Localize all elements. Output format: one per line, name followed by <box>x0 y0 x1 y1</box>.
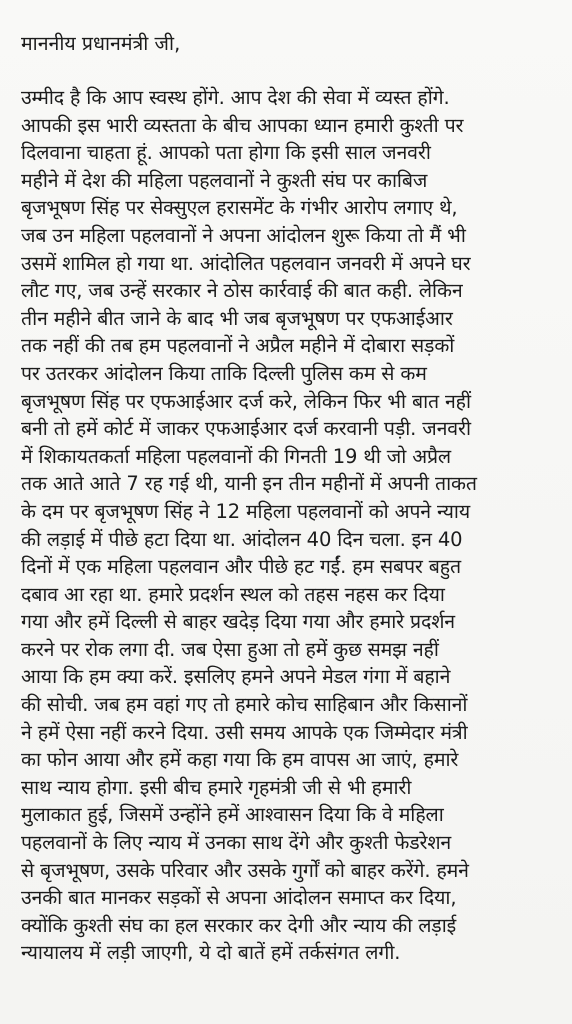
letter-line: मुलाकात हुई, जिसमें उन्होंने हमें आश्वासन दिया कि वे महिला <box>21 803 444 827</box>
letter-line: दिलवाना चाहता हूं. आपको पता होगा कि इसी साल जनवरी <box>21 141 431 165</box>
letter-line: तीन महीने बीत जाने के बाद भी जब बृजभूषण पर एफआईआर <box>21 306 453 330</box>
letter-line: की लड़ाई में पीछे हटा दिया था. आंदोलन 40 दिन चला. इन 40 <box>21 527 463 551</box>
letter-line: पहलवानों के लिए न्याय में उनका साथ देंगे और कुश्ती फेडरेशन <box>21 831 452 855</box>
letter-line: जब उन महिला पहलवानों ने अपना आंदोलन शुरू किया तो मैं भी <box>21 223 466 247</box>
letter-line: न्यायालय में लड़ी जाएगी, ये दो बातें हमें तर्कसंगत लगी. <box>21 941 401 965</box>
letter-line: पर उतरकर आंदोलन किया ताकि दिल्ली पुलिस कम से कम <box>21 361 427 385</box>
letter-line: के दम पर बृजभूषण सिंह ने 12 महिला पहलवानों को अपने न्याय <box>21 499 470 523</box>
letter-line: उनकी बात मानकर सड़कों से अपना आंदोलन समाप्त कर दिया, <box>21 886 457 910</box>
letter-line: साथ न्याय होगा. इसी बीच हमारे गृहमंत्री जी से भी हमारी <box>21 775 412 799</box>
letter-line: का फोन आया और हमें कहा गया कि हम वापस आ जाएं, हमारे <box>21 748 459 772</box>
letter-line: उसमें शामिल हो गया था. आंदोलित पहलवान जनवरी में अपने घर <box>21 251 471 275</box>
letter-body <box>21 84 558 967</box>
letter-line: महीने में देश की महिला पहलवानों ने कुश्ती संघ पर काबिज <box>21 168 428 192</box>
letter-line: आया कि हम क्या करें. इसलिए हमने अपने मेडल गंगा में बहाने <box>21 665 451 689</box>
letter-line: में शिकायतकर्ता महिला पहलवानों की गिनती 19 थी जो अप्रैल <box>21 444 451 468</box>
letter-line: दिनों में एक महिला पहलवान और पीछे हट गईं. हम सबपर बहुत <box>21 555 461 579</box>
letter-line: दबाव आ रहा था. हमारे प्रदर्शन स्थल को तहस नहस कर दिया <box>21 582 445 606</box>
letter-line: ने हमें ऐसा नहीं करने दिया. उसी समय आपके एक जिम्मेदार मंत्री <box>21 720 468 744</box>
letter-line: लौट गए, जब उन्हें सरकार ने ठोस कार्रवाई की बात कही. लेकिन <box>21 279 463 303</box>
letter-line: उम्मीद है कि आप स्वस्थ होंगे. आप देश की सेवा में व्यस्त होंगे. <box>21 86 450 109</box>
letter-line: की सोची. जब हम वहां गए तो हमारे कोच साहिबान और किसानों <box>21 693 468 717</box>
letter-line: क्योंकि कुश्ती संघ का हल सरकार कर देगी और न्याय की लड़ाई <box>21 913 457 937</box>
letter-line: गया और हमें दिल्ली से बाहर खदेड़ दिया गया और हमारे प्रदर्शन <box>21 610 455 634</box>
letter-salutation: माननीय प्रधानमंत्री जी, <box>21 32 181 55</box>
letter-line: तक नहीं की तब हम पहलवानों ने अप्रैल महीने में दोबारा सड़कों <box>21 334 455 358</box>
letter-line: करने पर रोक लगा दी. जब ऐसा हुआ तो हमें कुछ समझ नहीं <box>21 637 439 661</box>
letter-line: बृजभूषण सिंह पर एफआईआर दर्ज करे, लेकिन फिर भी बात नहीं <box>21 389 471 413</box>
letter-line: बनी तो हमें कोर्ट में जाकर एफआईआर दर्ज करवानी पड़ी. जनवरी <box>21 417 471 441</box>
letter-line: बृजभूषण सिंह पर सेक्सुएल हरासमेंट के गंभीर आरोप लगाए थे, <box>21 196 458 220</box>
letter-line: से बृजभूषण, उसके परिवार और उसके गुर्गों को बाहर करेंगे. हमने <box>21 858 469 882</box>
letter-line: तक आते आते 7 रह गई थी, यानी इन तीन महीनों में अपनी ताकत <box>21 472 477 496</box>
letter-line: आपकी इस भारी व्यस्तता के बीच आपका ध्यान हमारी कुश्ती पर <box>21 113 464 137</box>
